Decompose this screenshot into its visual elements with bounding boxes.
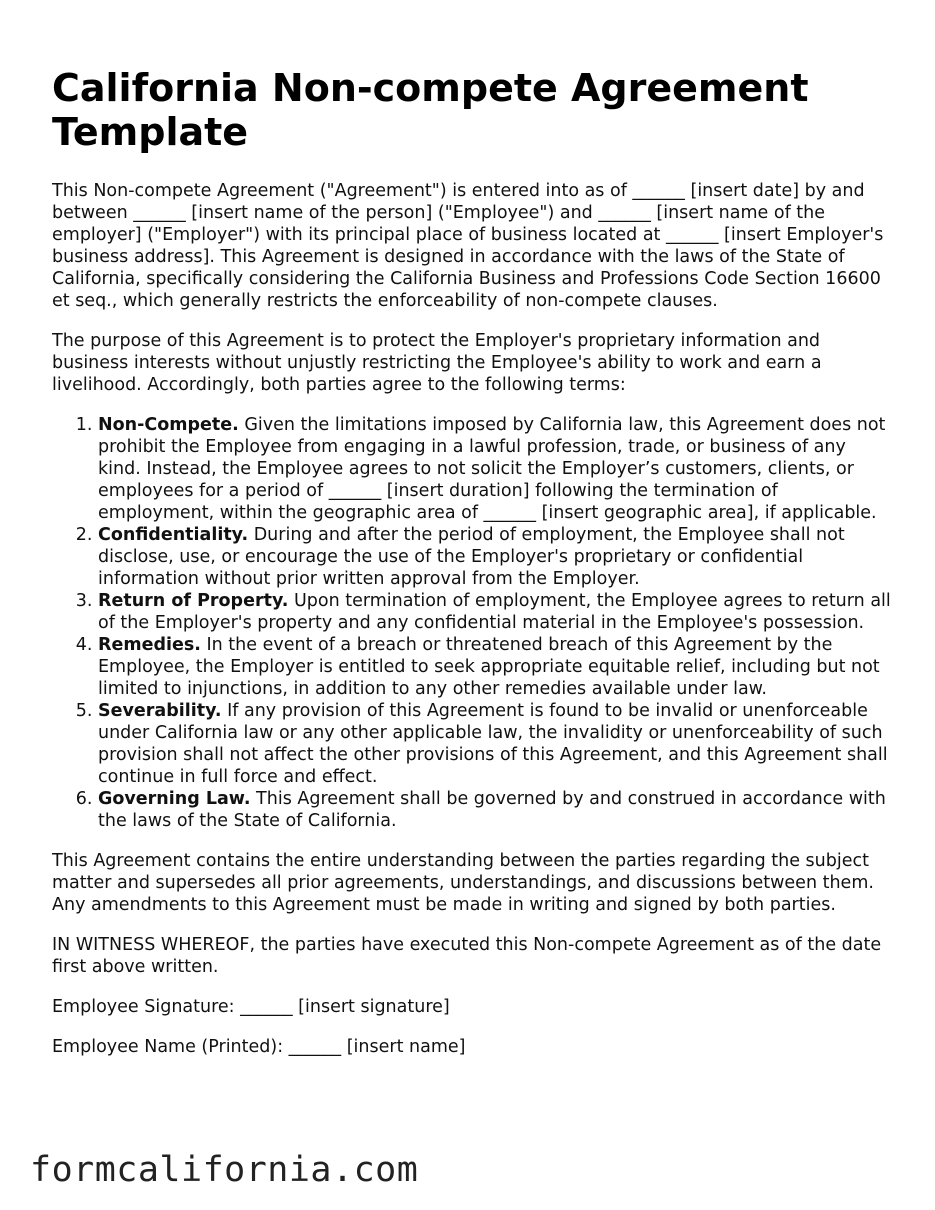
term-non-compete: [98, 414, 892, 524]
term-confidentiality: [98, 524, 892, 590]
term-heading: Governing Law.: [98, 789, 251, 809]
term-text: Given the limitations imposed by California law, this Agreement does not prohibit the Employee from engaging in a lawful profession, trade, or business of any kind. Instead, the Employee agrees to not solicit the Employer’s customers, clients, or employees for a period of ______ [insert duration] following the termination of employment, within the geographic area of ______ [insert geographic area], if applicable.: [98, 415, 886, 523]
term-text: If any provision of this Agreement is found to be invalid or unenforceable under California law or any other applicable law, the invalidity or unenforceability of such provision shall not affect the other provisions of this Agreement, and this Agreement shall continue in full force and effect.: [98, 701, 888, 787]
term-heading: Remedies.: [98, 635, 201, 655]
term-severability: [98, 700, 892, 788]
site-watermark: formcalifornia.com: [30, 1150, 419, 1190]
entire-agreement-paragraph: This Agreement contains the entire understanding between the parties regarding the subject matter and supersedes all prior agreements, understandings, and discussions between them. Any amendments to this Agreement must be made in writing and signed by both parties.: [52, 851, 874, 915]
term-return-of-property: [98, 590, 892, 634]
term-text: This Agreement shall be governed by and construed in accordance with the laws of the State of California.: [98, 789, 886, 831]
term-heading: Non-Compete.: [98, 415, 239, 435]
term-governing-law: [98, 788, 892, 832]
document-page: [52, 66, 892, 1076]
term-heading: Severability.: [98, 701, 222, 721]
intro-paragraph: This Non-compete Agreement ("Agreement") is entered into as of ______ [insert date] by and between ______ [insert name of the person] ("Employee") and ______ [insert name of the employer] ("Employer") with its principal place of business located at ______ [insert Employer's business address]. This Agreement is designed in accordance with the laws of the State of California, specifically considering the California Business and Professions Code Section 16600 et seq., which generally restricts the enforceability of non-compete clauses.: [52, 181, 884, 311]
term-text: Upon termination of employment, the Employee agrees to return all of the Employer's property and any confidential material in the Employee's possession.: [98, 591, 891, 633]
term-heading: Return of Property.: [98, 591, 289, 611]
document-title: California Non-compete Agreement Template: [52, 66, 809, 154]
term-heading: Confidentiality.: [98, 525, 249, 545]
purpose-paragraph: The purpose of this Agreement is to protect the Employer's proprietary information and business interests without unjustly restricting the Employee's ability to work and earn a livelihood. Accordingly, both parties agree to the following terms:: [52, 331, 822, 395]
employee-name-line: Employee Name (Printed): ______ [insert name]: [52, 1037, 466, 1057]
term-text: In the event of a breach or threatened breach of this Agreement by the Employee, the Employer is entitled to seek appropriate equitable relief, including but not limited to injunctions, in addition to any other remedies available under law.: [98, 635, 880, 699]
terms-list: [52, 414, 892, 832]
term-text: During and after the period of employment, the Employee shall not disclose, use, or encourage the use of the Employer's proprietary or confidential information without prior written approval from the Employer.: [98, 525, 845, 589]
term-remedies: [98, 634, 892, 700]
witness-paragraph: IN WITNESS WHEREOF, the parties have executed this Non-compete Agreement as of the date first above written.: [52, 935, 882, 977]
employee-signature-line: Employee Signature: ______ [insert signature]: [52, 997, 450, 1017]
